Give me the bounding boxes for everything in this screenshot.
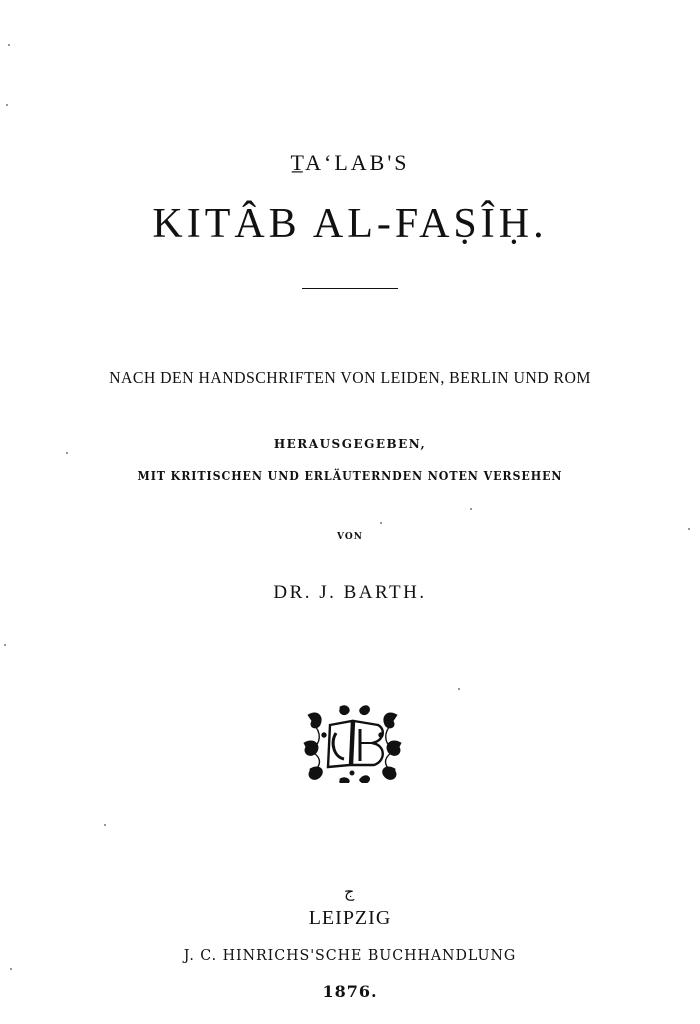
edited-line: HERAUSGEGEBEN,: [273, 437, 427, 451]
subtitle: NACH DEN HANDSCHRIFTEN VON LEIDEN, BERLIN UND ROM: [109, 368, 591, 387]
paper-speck: [380, 522, 382, 524]
notes-line: MIT KRITISCHEN UND ERLÄUTERNDEN NOTEN VERSEHEN: [137, 469, 563, 483]
ornamental-monogram-icon: [300, 703, 405, 783]
paper-speck: [8, 44, 10, 46]
imprint-mark: ج: [344, 882, 355, 901]
paper-speck: [6, 104, 8, 106]
publisher-name: J. C. HINRICHS'SCHE BUCHHANDLUNG: [183, 946, 517, 964]
editor-name: DR. J. BARTH.: [273, 582, 427, 603]
by-line: VON: [337, 532, 363, 542]
paper-speck: [104, 824, 106, 826]
title-divider: [302, 288, 398, 289]
paper-speck: [688, 528, 690, 530]
publication-city: LEIPZIG: [308, 907, 392, 929]
paper-speck: [4, 644, 6, 646]
paper-speck: [458, 688, 460, 690]
paper-speck: [470, 508, 472, 510]
author-title: T̲A‘LAB'S: [290, 150, 410, 175]
publication-year: 1876.: [322, 982, 378, 1001]
book-title: KITÂB AL-FAṢÎḤ.: [152, 201, 548, 247]
paper-speck: [10, 968, 12, 970]
paper-speck: [66, 452, 68, 454]
